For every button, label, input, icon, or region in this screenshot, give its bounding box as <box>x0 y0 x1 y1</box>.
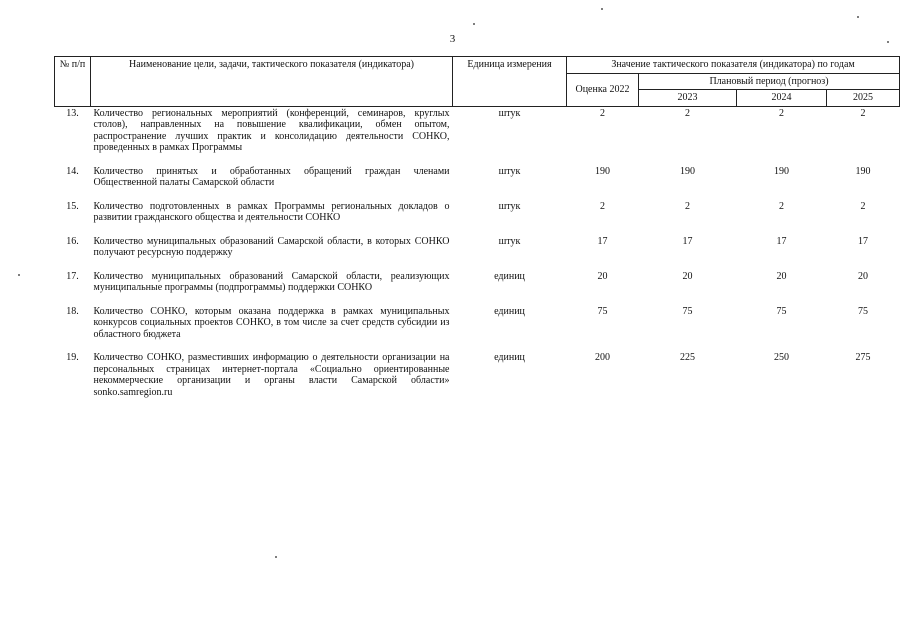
value-2023: 75 <box>682 305 693 317</box>
indicator-name: Количество СОНКО, разместивших информацию о деятельности организации на персональных страницах интернет-портала «Социально ориентированные некоммерческие организации и органы власти Самарской области» sonko.samregion.ru <box>93 352 450 398</box>
row-number: 16. <box>66 235 79 247</box>
indicator-name: Количество подготовленных в рамках Программы региональных докладов о развитии гражданского общества и деятельности СОНКО <box>93 200 450 223</box>
value-2022: 75 <box>597 305 608 317</box>
indicator-name: Количество муниципальных образований Самарской области, реализующих муниципальные программы (подпрограммы) поддержки СОНКО <box>93 270 450 293</box>
value-2024: 250 <box>774 352 789 363</box>
table-header <box>55 57 900 107</box>
header-year-2025: 2025 <box>827 90 900 107</box>
value-2022: 200 <box>595 352 610 363</box>
scan-speck <box>473 23 475 25</box>
indicator-unit: единиц <box>494 270 525 282</box>
table-row <box>55 270 900 305</box>
value-2023: 2 <box>685 200 690 212</box>
row-number: 13. <box>66 107 79 119</box>
value-2024: 190 <box>774 165 789 177</box>
value-2023: 17 <box>682 235 693 247</box>
table-row <box>55 235 900 270</box>
row-number: 19. <box>66 352 79 363</box>
indicator-unit: штук <box>498 107 521 119</box>
value-2025: 75 <box>858 305 869 317</box>
indicator-unit: единиц <box>494 305 525 317</box>
value-2022: 2 <box>600 200 605 212</box>
value-2025: 190 <box>855 165 871 177</box>
indicator-unit: штук <box>498 200 521 212</box>
table-row <box>55 165 900 200</box>
indicator-name: Количество муниципальных образований Самарской области, в которых СОНКО получают ресурсную поддержку <box>93 235 450 258</box>
header-num: № п/п <box>55 57 91 107</box>
scan-speck <box>18 274 20 276</box>
header-estimate-2022: Оценка 2022 <box>567 73 639 106</box>
page-number: 3 <box>449 33 456 45</box>
value-2022: 2 <box>600 107 605 119</box>
row-number: 17. <box>66 270 79 282</box>
value-2023: 190 <box>680 165 695 177</box>
value-2024: 2 <box>779 200 784 212</box>
value-2024: 75 <box>776 305 787 317</box>
value-2023: 225 <box>680 352 695 363</box>
header-unit: Единица измерения <box>453 57 567 107</box>
header-year-2023: 2023 <box>639 90 737 107</box>
value-2022: 190 <box>595 165 610 177</box>
indicator-unit: единиц <box>494 352 525 363</box>
value-2024: 17 <box>776 235 787 247</box>
indicator-name: Количество региональных мероприятий (конференций, семинаров, круглых столов), направленных на повышение квалификации, обмен опытом, распространение лучших практик и консолидацию деятельности СОНКО, проведенных в рамках Программы <box>93 107 450 153</box>
header-values: Значение тактического показателя (индикатора) по годам <box>567 57 900 74</box>
value-2025: 2 <box>860 200 866 212</box>
value-2025: 2 <box>860 107 866 119</box>
row-number: 15. <box>66 200 79 212</box>
scan-speck <box>857 16 859 18</box>
value-2022: 20 <box>597 270 608 282</box>
value-2025: 275 <box>855 352 871 363</box>
value-2024: 2 <box>779 107 784 119</box>
value-2023: 2 <box>685 107 690 119</box>
value-2022: 17 <box>597 235 608 247</box>
indicator-name: Количество СОНКО, которым оказана поддержка в рамках муниципальных конкурсов социальных проектов СОНКО, в том числе за счет средств субсидии из областного бюджета <box>93 305 450 340</box>
table-row <box>55 305 900 352</box>
value-2025: 20 <box>858 270 869 282</box>
value-2024: 20 <box>776 270 787 282</box>
row-number: 14. <box>66 165 79 177</box>
table-row <box>55 351 900 409</box>
header-name: Наименование цели, задачи, тактического показателя (индикатора) <box>91 57 453 107</box>
table-body <box>55 106 900 409</box>
header-year-2024: 2024 <box>737 90 827 107</box>
row-number: 18. <box>66 305 79 317</box>
value-2023: 20 <box>682 270 693 282</box>
table-row <box>55 200 900 235</box>
indicator-name: Количество принятых и обработанных обращений граждан членами Общественной палаты Самарской области <box>93 165 450 188</box>
indicator-unit: штук <box>498 165 521 177</box>
header-plan-period: Плановый период (прогноз) <box>639 73 900 90</box>
scan-speck <box>275 556 277 558</box>
scan-speck <box>887 41 889 43</box>
scan-speck <box>601 8 603 10</box>
value-2025: 17 <box>858 235 869 247</box>
indicators-table <box>54 56 900 409</box>
indicator-unit: штук <box>498 235 521 247</box>
table-row <box>55 106 900 165</box>
